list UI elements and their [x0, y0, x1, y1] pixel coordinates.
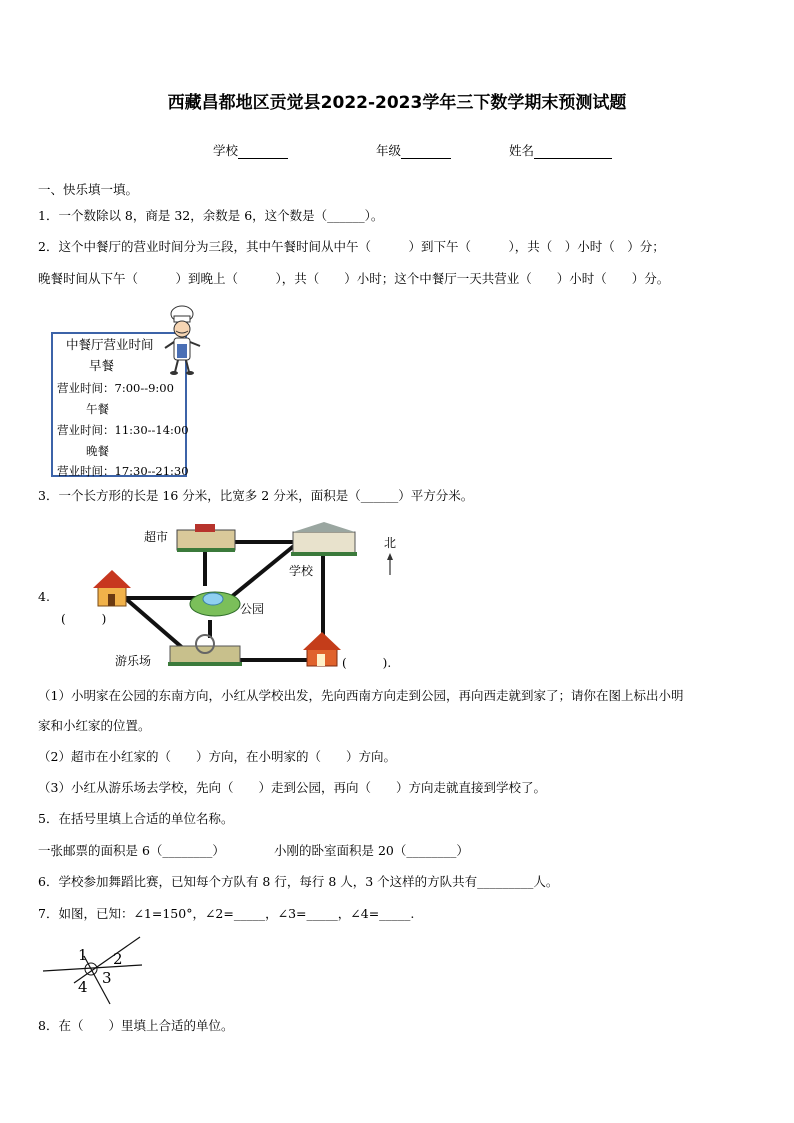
- schedule-dinner: 晚餐: [86, 444, 109, 458]
- question-5-part-a: 一张邮票的面积是 6（________）: [38, 843, 225, 858]
- schedule-lunch-time: 营业时间：11:30--14:00: [57, 423, 189, 437]
- question-4-1-line-1: （1）小明家在公园的东南方向，小红从学校出发，先向西南方向走到公园，再向西走就到家了；请你在图上标出小明: [38, 688, 684, 703]
- angle-label-2: 2: [113, 950, 123, 968]
- school-field: [213, 141, 288, 159]
- angle-label-1: 1: [78, 946, 88, 964]
- amusement-park-icon: [168, 635, 242, 666]
- question-3: 3．一个长方形的长是 16 分米，比宽多 2 分米，面积是（______）平方分米。: [38, 488, 474, 503]
- section-heading: 一、快乐填一填。: [38, 182, 139, 197]
- map-blank-left: ( ): [61, 612, 107, 626]
- school-blank: [238, 145, 288, 159]
- schedule-dinner-time: 营业时间：17:30--21:30: [57, 464, 189, 478]
- map-label-north: 北: [384, 536, 397, 550]
- park-icon: [190, 592, 240, 616]
- school-label: 学校: [213, 143, 239, 158]
- schedule-lunch: 午餐: [86, 402, 109, 416]
- question-4-1-line-2: 家和小红家的位置。: [38, 718, 151, 733]
- name-blank: [534, 145, 612, 159]
- schedule-breakfast: 早餐: [89, 358, 115, 373]
- name-field: [509, 141, 612, 159]
- grade-blank: [401, 145, 451, 159]
- question-8: 8．在（ ）里填上合适的单位。: [38, 1018, 234, 1033]
- map-label-school: 学校: [289, 564, 314, 578]
- map-label-supermarket: 超市: [144, 530, 169, 544]
- page-title: 西藏昌都地区贡觉县2022-2023学年三下数学期末预测试题: [167, 93, 627, 113]
- chef-illustration: [160, 304, 205, 376]
- angle-label-4: 4: [78, 978, 88, 996]
- house-icon: [93, 570, 131, 606]
- angle-label-3: 3: [102, 969, 112, 987]
- supermarket-icon: [177, 524, 235, 552]
- question-6: 6．学校参加舞蹈比赛，已知每个方队有 8 行，每行 8 人，3 个这样的方队共有_________人。: [38, 874, 559, 889]
- red-house-icon: [303, 632, 341, 666]
- question-5: 5．在括号里填上合适的单位名称。: [38, 811, 234, 826]
- school-icon: [291, 522, 357, 556]
- schedule-title: 中餐厅营业时间: [66, 337, 154, 352]
- map-label-amusement-park: 游乐场: [115, 654, 152, 668]
- angle-figure: [40, 934, 150, 1006]
- question-4-3: （3）小红从游乐场去学校，先向（ ）走到公园，再向（ ）方向走就直接到学校了。: [38, 780, 546, 795]
- question-2-line-1: 2．这个中餐厅的营业时间分为三段，其中午餐时间从中午（ ）到下午（ ），共（ ）小时（ ）分；: [38, 239, 665, 254]
- question-1: 1．一个数除以 8，商是 32，余数是 6，这个数是（______）。: [38, 208, 384, 223]
- question-4-number: 4.: [38, 589, 50, 604]
- grade-field: [376, 141, 451, 159]
- grade-label: 年级: [376, 143, 402, 158]
- map-blank-right: ( ).: [342, 656, 392, 670]
- direction-map: [55, 520, 415, 675]
- question-2-line-2: 晚餐时间从下午（ ）到晚上（ ），共（ ）小时；这个中餐厅一天共营业（ ）小时（ ）分。: [38, 271, 670, 286]
- map-label-park: 公园: [240, 602, 265, 616]
- question-4-2: （2）超市在小红家的（ ）方向，在小明家的（ ）方向。: [38, 749, 396, 764]
- schedule-breakfast-time: 营业时间：7:00--9:00: [57, 381, 174, 395]
- question-7: 7．如图，已知：∠1=150°，∠2=_____，∠3=_____，∠4=_____.: [38, 906, 415, 921]
- name-label: 姓名: [509, 143, 535, 158]
- question-5-part-b: 小刚的卧室面积是 20（________）: [274, 843, 469, 858]
